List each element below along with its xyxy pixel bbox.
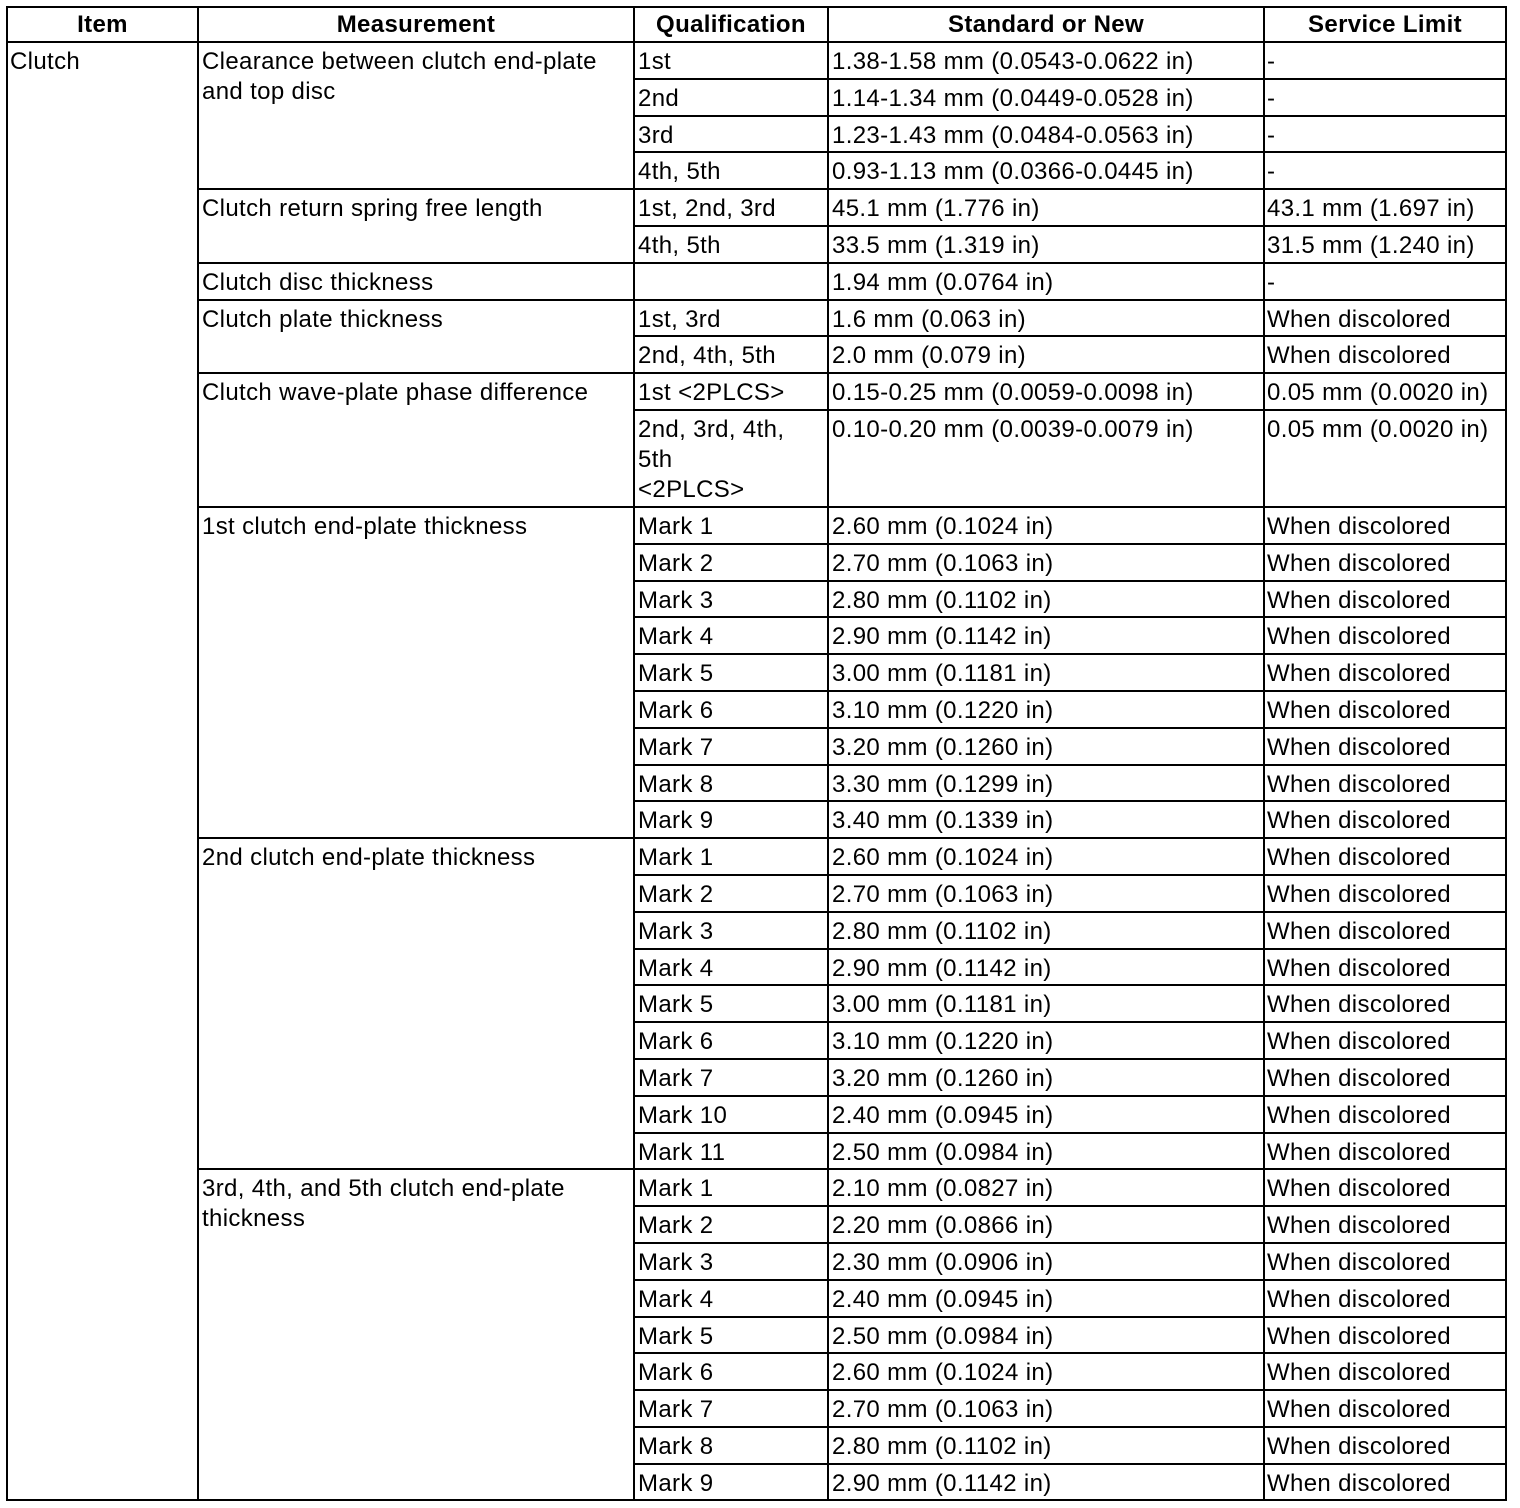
measurement-cell: 1st clutch end-plate thickness [199,508,635,839]
qualification-cell: 4th, 5th [635,227,829,264]
service-limit-cell: When discolored [1265,913,1507,950]
qualification-cell: Mark 6 [635,1354,829,1391]
standard-cell: 1.6 mm (0.063 in) [829,301,1265,338]
item-cell: Clutch [8,43,199,1501]
qualification-cell: Mark 10 [635,1097,829,1134]
standard-cell: 3.30 mm (0.1299 in) [829,766,1265,803]
standard-cell: 2.70 mm (0.1063 in) [829,1391,1265,1428]
standard-cell: 3.10 mm (0.1220 in) [829,692,1265,729]
measurement-cell: Clutch return spring free length [199,190,635,264]
service-limit-cell: When discolored [1265,337,1507,374]
standard-cell: 3.00 mm (0.1181 in) [829,655,1265,692]
standard-cell: 1.38-1.58 mm (0.0543-0.0622 in) [829,43,1265,80]
qualification-cell: Mark 4 [635,1281,829,1318]
service-limit-cell: When discolored [1265,1170,1507,1207]
standard-cell: 1.23-1.43 mm (0.0484-0.0563 in) [829,117,1265,154]
service-limit-cell: When discolored [1265,729,1507,766]
service-limit-cell: When discolored [1265,1428,1507,1465]
measurement-cell: Clutch wave-plate phase difference [199,374,635,508]
service-limit-cell: - [1265,117,1507,154]
service-limit-cell: - [1265,43,1507,80]
standard-cell: 2.60 mm (0.1024 in) [829,508,1265,545]
service-limit-cell: - [1265,153,1507,190]
service-limit-cell: When discolored [1265,986,1507,1023]
standard-cell: 3.20 mm (0.1260 in) [829,729,1265,766]
standard-cell: 2.30 mm (0.0906 in) [829,1244,1265,1281]
service-limit-cell: When discolored [1265,1465,1507,1502]
header-standard: Standard or New [829,8,1265,43]
qualification-cell: 1st, 2nd, 3rd [635,190,829,227]
standard-cell: 33.5 mm (1.319 in) [829,227,1265,264]
standard-cell: 0.10-0.20 mm (0.0039-0.0079 in) [829,411,1265,508]
service-limit-cell: 0.05 mm (0.0020 in) [1265,411,1507,508]
qualification-cell: Mark 3 [635,582,829,619]
standard-cell: 2.10 mm (0.0827 in) [829,1170,1265,1207]
header-measurement: Measurement [199,8,635,43]
service-limit-cell: When discolored [1265,1207,1507,1244]
service-limit-cell: When discolored [1265,1354,1507,1391]
standard-cell: 2.90 mm (0.1142 in) [829,950,1265,987]
standard-cell: 2.80 mm (0.1102 in) [829,582,1265,619]
qualification-cell: Mark 7 [635,1391,829,1428]
qualification-cell: Mark 4 [635,950,829,987]
service-limit-cell: When discolored [1265,1134,1507,1171]
service-limit-cell: When discolored [1265,618,1507,655]
standard-cell: 2.80 mm (0.1102 in) [829,913,1265,950]
standard-cell: 2.70 mm (0.1063 in) [829,545,1265,582]
service-limit-cell: 31.5 mm (1.240 in) [1265,227,1507,264]
qualification-cell: Mark 1 [635,1170,829,1207]
service-limit-cell: When discolored [1265,1097,1507,1134]
standard-cell: 3.10 mm (0.1220 in) [829,1023,1265,1060]
service-limit-cell: When discolored [1265,582,1507,619]
service-limit-cell: When discolored [1265,1281,1507,1318]
measurement-cell: Clutch plate thickness [199,301,635,375]
qualification-cell: Mark 1 [635,839,829,876]
header-qualification: Qualification [635,8,829,43]
service-limit-cell: When discolored [1265,301,1507,338]
qualification-cell: Mark 6 [635,1023,829,1060]
service-limit-cell: When discolored [1265,1023,1507,1060]
qualification-cell: Mark 5 [635,1318,829,1355]
qualification-cell: 2nd [635,80,829,117]
qualification-cell: 4th, 5th [635,153,829,190]
qualification-cell: 1st [635,43,829,80]
qualification-cell: Mark 8 [635,766,829,803]
qualification-cell: Mark 1 [635,508,829,545]
service-limit-cell: - [1265,264,1507,301]
standard-cell: 2.80 mm (0.1102 in) [829,1428,1265,1465]
standard-cell: 2.50 mm (0.0984 in) [829,1318,1265,1355]
qualification-cell: Mark 9 [635,1465,829,1502]
qualification-cell: 1st, 3rd [635,301,829,338]
header-service-limit: Service Limit [1265,8,1507,43]
qualification-cell: Mark 7 [635,729,829,766]
service-limit-cell: When discolored [1265,655,1507,692]
qualification-cell: Mark 2 [635,545,829,582]
standard-cell: 2.50 mm (0.0984 in) [829,1134,1265,1171]
service-limit-cell: 0.05 mm (0.0020 in) [1265,374,1507,411]
standard-cell: 1.14-1.34 mm (0.0449-0.0528 in) [829,80,1265,117]
standard-cell: 2.60 mm (0.1024 in) [829,839,1265,876]
qualification-cell: Mark 3 [635,1244,829,1281]
standard-cell: 2.0 mm (0.079 in) [829,337,1265,374]
standard-cell: 0.15-0.25 mm (0.0059-0.0098 in) [829,374,1265,411]
standard-cell: 2.20 mm (0.0866 in) [829,1207,1265,1244]
service-limit-cell: When discolored [1265,876,1507,913]
qualification-cell: 3rd [635,117,829,154]
qualification-cell: Mark 6 [635,692,829,729]
qualification-cell: Mark 7 [635,1060,829,1097]
qualification-cell: 2nd, 4th, 5th [635,337,829,374]
service-limit-cell: 43.1 mm (1.697 in) [1265,190,1507,227]
service-limit-cell: When discolored [1265,950,1507,987]
measurement-cell: Clearance between clutch end-plate and top disc [199,43,635,190]
qualification-cell: Mark 2 [635,876,829,913]
qualification-cell: Mark 5 [635,655,829,692]
measurement-cell: Clutch disc thickness [199,264,635,301]
service-limit-cell: When discolored [1265,508,1507,545]
service-limit-cell: When discolored [1265,766,1507,803]
qualification-cell: Mark 5 [635,986,829,1023]
standard-cell: 0.93-1.13 mm (0.0366-0.0445 in) [829,153,1265,190]
qualification-cell: Mark 11 [635,1134,829,1171]
service-limit-cell: - [1265,80,1507,117]
qualification-cell: 2nd, 3rd, 4th, 5th <2PLCS> [635,411,829,508]
service-limit-cell: When discolored [1265,1244,1507,1281]
service-limit-cell: When discolored [1265,1391,1507,1428]
service-limit-cell: When discolored [1265,802,1507,839]
qualification-cell: Mark 8 [635,1428,829,1465]
standard-cell: 3.00 mm (0.1181 in) [829,986,1265,1023]
service-limit-cell: When discolored [1265,692,1507,729]
qualification-cell: 1st <2PLCS> [635,374,829,411]
spec-table [6,6,1507,1501]
standard-cell: 3.20 mm (0.1260 in) [829,1060,1265,1097]
standard-cell: 45.1 mm (1.776 in) [829,190,1265,227]
qualification-cell: Mark 4 [635,618,829,655]
standard-cell: 2.90 mm (0.1142 in) [829,1465,1265,1502]
service-limit-cell: When discolored [1265,545,1507,582]
qualification-cell: Mark 9 [635,802,829,839]
standard-cell: 2.40 mm (0.0945 in) [829,1097,1265,1134]
service-limit-cell: When discolored [1265,1060,1507,1097]
qualification-cell: Mark 2 [635,1207,829,1244]
header-item: Item [8,8,199,43]
service-limit-cell: When discolored [1265,1318,1507,1355]
standard-cell: 2.70 mm (0.1063 in) [829,876,1265,913]
service-limit-cell: When discolored [1265,839,1507,876]
standard-cell: 2.90 mm (0.1142 in) [829,618,1265,655]
standard-cell: 2.40 mm (0.0945 in) [829,1281,1265,1318]
standard-cell: 2.60 mm (0.1024 in) [829,1354,1265,1391]
standard-cell: 3.40 mm (0.1339 in) [829,802,1265,839]
qualification-cell [635,264,829,301]
measurement-cell: 2nd clutch end-plate thickness [199,839,635,1170]
qualification-cell: Mark 3 [635,913,829,950]
standard-cell: 1.94 mm (0.0764 in) [829,264,1265,301]
measurement-cell: 3rd, 4th, and 5th clutch end-plate thickness [199,1170,635,1501]
